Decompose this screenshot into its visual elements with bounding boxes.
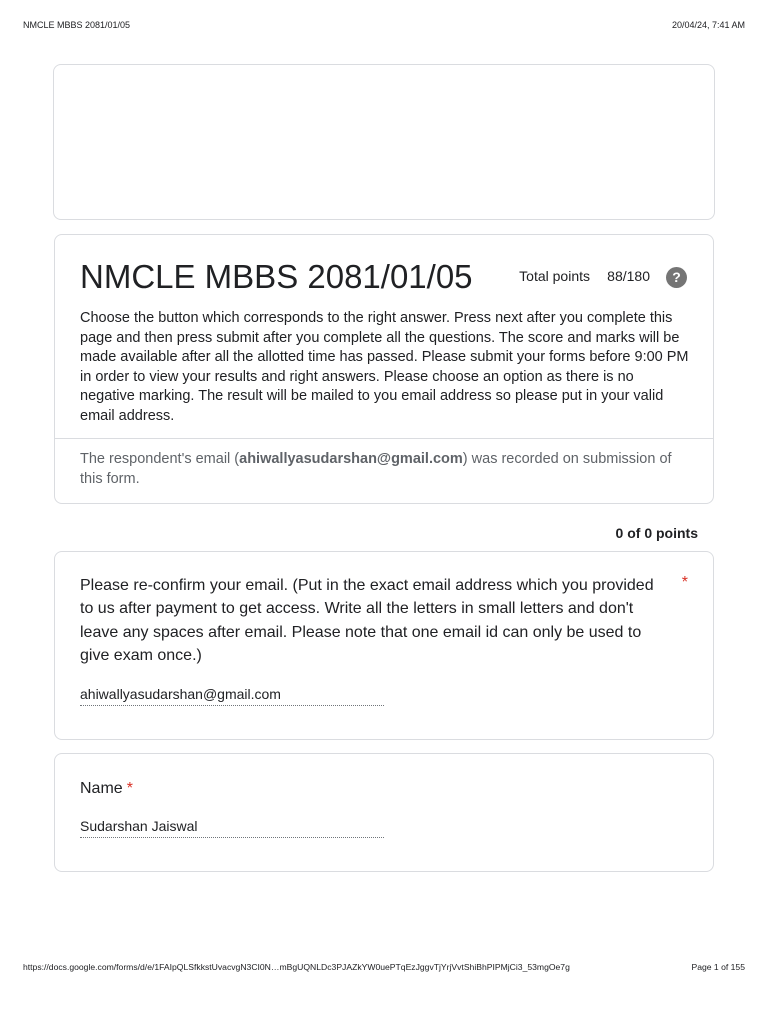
required-asterisk: *	[681, 574, 688, 591]
total-points-label: Total points	[519, 268, 590, 284]
print-header	[23, 20, 745, 34]
section-points: 0 of 0 points	[615, 525, 698, 541]
divider	[55, 438, 713, 439]
respondent-email-note	[80, 449, 683, 489]
question-card-email	[54, 551, 714, 740]
question-name-label: Name	[80, 780, 123, 797]
header-banner	[53, 64, 715, 220]
required-asterisk: *	[126, 780, 133, 797]
form-description: Choose the button which corresponds to the right answer. Press next after you complete this page and then press submit after you complete all the questions. The score and marks will be made available after all the allotted time has passed. Please submit your forms before 9:00 PM in order to view your results and right answers. Please choose an option as there is no negative marking. The result will be mailed to you email address so please put in your valid email address.	[80, 310, 689, 424]
total-points-value: 88/180	[607, 268, 650, 284]
print-footer	[23, 962, 745, 974]
print-header-datetime: 20/04/24, 7:41 AM	[671, 20, 745, 30]
answer-name: Sudarshan Jaiswal	[80, 816, 384, 838]
page-number: Page 1 of 155	[691, 962, 745, 972]
help-icon[interactable]: ?	[666, 267, 687, 288]
title-row	[80, 257, 687, 297]
print-header-title: NMCLE MBBS 2081/01/05	[23, 20, 131, 30]
form-title: NMCLE MBBS 2081/01/05	[80, 258, 473, 295]
question-card-name	[54, 753, 714, 872]
question-title	[80, 777, 669, 800]
email-note-prefix: The respondent's email (	[80, 451, 240, 467]
respondent-email: ahiwallyasudarshan@gmail.com	[239, 451, 463, 467]
email-note-suffix: ) was recorded on submission of this form.	[80, 451, 672, 487]
page-url[interactable]: https://docs.google.com/forms/d/e/1FAIpQLSfkkstUvacvgN3CI0N…mBgUQNLDc3PJAZkYW0uePTqEzJggvTjYrjVvtShiBhPIPMjCi3_53mgOe7g	[23, 962, 570, 972]
question-text: Please re-confirm your email. (Put in the exact email address which you provided to us after payment to get access. Write all the letters in small letters and don't leave any spaces after email. Please note that one email id can only be used to give exam once.)	[80, 577, 654, 665]
form-title-card	[54, 234, 714, 504]
answer-email: ahiwallyasudarshan@gmail.com	[80, 684, 384, 706]
